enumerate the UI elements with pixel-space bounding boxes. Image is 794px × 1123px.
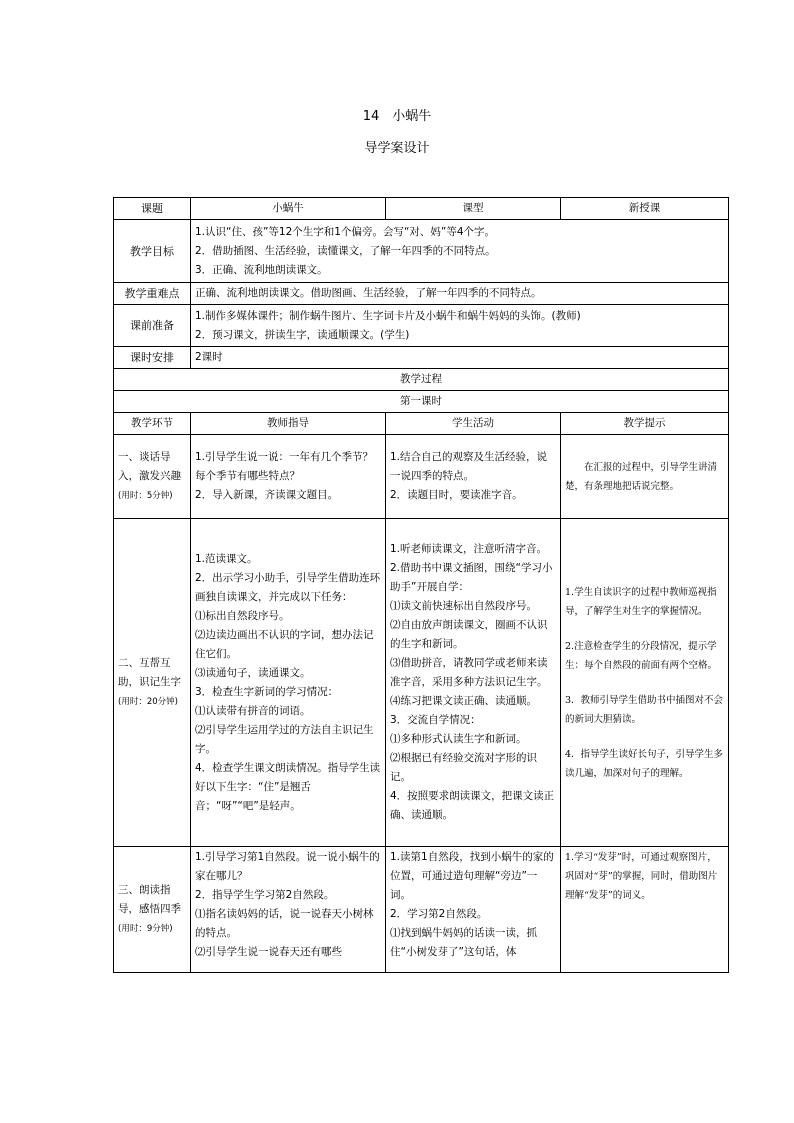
teacher-item: ⑴指名读妈妈的话，说一说春天小树林的特点。 (195, 908, 374, 939)
prep-item: 1.制作多媒体课件；制作蜗牛图片、生字词卡片及小蜗牛和蜗牛妈妈的头饰。(教师) (195, 309, 581, 322)
stage-cell (114, 847, 191, 973)
stage-name: 三、朗读指导，感悟四季 (118, 883, 181, 915)
student-item: 1.读第1自然段，找到小蜗牛的家的位置，可通过造句理解“旁边”一词。 (390, 851, 554, 901)
student-item: 4．按照要求朗读课文，把课文读正确、读通顺。 (390, 790, 555, 821)
column-header: 教师指导 (191, 413, 386, 435)
time-label: 课时安排 (114, 347, 191, 369)
student-item: 2.借助书中课文插图，围绕“学习小助手”开展自学： (390, 562, 553, 593)
student-item: ⑷练习把课文读正确、读通顺。 (390, 695, 537, 707)
student-cell (386, 435, 561, 519)
table-header-row (114, 413, 729, 435)
stage-time: (用时：5分钟) (118, 490, 173, 501)
tip-item: 4．指导学生读好长句子，引导学生多读几遍，加深对句子的理解。 (565, 748, 724, 779)
stage-name: 二、互帮互助，识记生字 (118, 656, 181, 688)
stage-cell (114, 519, 191, 847)
student-item: ⑴多种形式认读生字和新词。 (390, 733, 527, 745)
tip-item: 1.学生自读识字的过程中教师巡视指导，了解学生对生字的掌握情况。 (565, 586, 717, 617)
student-item: 2．学习第2自然段。 (390, 908, 488, 920)
goals-cell (191, 220, 729, 283)
column-header: 教学提示 (561, 413, 729, 435)
student-item: 1.听老师读课文，注意听清字音。 (390, 543, 548, 555)
topic-value: 小蜗牛 (191, 198, 386, 220)
table-row (114, 519, 729, 847)
student-item: ⑵根据已有经验交流对字形的识记。 (390, 752, 537, 783)
tip-item: 1.学习“发芽”时，可通过观察图片，巩固对“芽”的掌握，同时，借助图片理解“发芽”的词义。 (565, 852, 718, 901)
time-value: 2课时 (191, 347, 729, 369)
table-row (114, 435, 729, 519)
teacher-item: 2．指导学生学习第2自然段。 (195, 889, 335, 901)
row-lesson (114, 391, 729, 413)
lesson-heading: 第一课时 (114, 391, 729, 413)
teacher-item: 1.范读课文。 (195, 552, 258, 565)
column-header: 教学环节 (114, 413, 191, 435)
student-item: 2．读题目时，要读准字音。 (390, 489, 523, 501)
student-item: ⑶借助拼音，请教同学或老师来读准字音，采用多种方法识记生字。 (390, 657, 548, 688)
stage-time: (用时：9分钟) (118, 923, 173, 934)
teacher-item: 2．出示学习小助手，引导学生借助连环画独自读课文，并完成以下任务： (195, 571, 381, 603)
tips-cell (561, 519, 729, 847)
teacher-item: 4．检查学生课文朗读情况。指导学生读好以下生字：“住”是翘舌音；“呀”“吧”是轻声。 (195, 761, 381, 812)
table-row (114, 847, 729, 973)
prep-item: 2．预习课文，拼读生字，读通顺课文。(学生) (195, 328, 410, 341)
teacher-item: ⑶读通句子，读通课文。 (195, 666, 311, 679)
page-subtitle: 导学案设计 (364, 141, 430, 156)
student-item: 1.结合自己的观察及生活经验，说一说四季的特点。 (390, 451, 548, 482)
row-goals (114, 220, 729, 283)
prep-cell (191, 305, 729, 347)
teacher-item: ⑴认读带有拼音的词语。 (195, 704, 311, 717)
stage-time: (用时：20分钟) (118, 696, 178, 707)
row-time (114, 347, 729, 369)
teacher-cell (191, 519, 386, 847)
key-label: 教学重难点 (114, 283, 191, 305)
teacher-item: ⑴标出自然段序号。 (195, 609, 290, 622)
tip-item: 3．教师引导学生借助书中插图对不会的新词大胆猜读。 (565, 694, 724, 725)
tip-item: 2.注意检查学生的分段情况，提示学生：每个自然段的前面有两个空格。 (565, 640, 718, 671)
key-value: 正确、流利地朗读课文。借助图画、生活经验，了解一年四季的不同特点。 (191, 283, 729, 305)
teacher-cell (191, 847, 386, 973)
column-header: 学生活动 (386, 413, 561, 435)
teacher-item: 1.引导学生说一说：一年有几个季节？每个季节有哪些特点？ (195, 451, 374, 482)
student-item: ⑵自由放声朗读课文，圈画不认识的生字和新词。 (390, 619, 548, 650)
type-value: 新授课 (561, 198, 729, 220)
row-key-points (114, 283, 729, 305)
goal-item: 2．借助插图、生活经验，读懂课文，了解一年四季的不同特点。 (195, 244, 496, 257)
tips-cell (561, 847, 729, 973)
tip-item: 在汇报的过程中，引导学生讲清楚，有条理地把话说完整。 (565, 461, 718, 492)
type-label: 课型 (386, 198, 561, 220)
page-title: 14 小蜗牛 (362, 109, 432, 124)
teacher-item: ⑵引导学生说一说春天还有哪些 (195, 946, 342, 958)
student-cell (386, 847, 561, 973)
process-heading: 教学过程 (114, 369, 729, 391)
row-process (114, 369, 729, 391)
student-item: ⑴找到蜗牛妈妈的话读一读，抓住“小树发芽了”这句话，体 (390, 927, 537, 958)
teacher-cell (191, 435, 386, 519)
lesson-plan-table (113, 197, 729, 973)
teacher-item: ⑵边读边画出不认识的字词，想办法记住它们。 (195, 628, 374, 660)
row-preparation (114, 305, 729, 347)
topic-label: 课题 (114, 198, 191, 220)
goals-label: 教学目标 (114, 220, 191, 283)
prep-label: 课前准备 (114, 305, 191, 347)
teacher-item: 1.引导学习第1自然段。说一说小蜗牛的家在哪儿？ (195, 851, 380, 882)
teacher-item: 3．检查生字新词的学习情况： (195, 685, 339, 698)
student-item: 3．交流自学情况： (390, 714, 481, 726)
tips-cell (561, 435, 729, 519)
student-cell (386, 519, 561, 847)
goal-item: 3．正确、流利地朗读课文。 (195, 263, 328, 276)
teacher-item: 2．导入新课，齐读课文题目。 (195, 489, 339, 501)
stage-cell (114, 435, 191, 519)
stage-name: 一、谈话导入，激发兴趣 (118, 450, 181, 482)
teacher-item: ⑵引导学生运用学过的方法自主识记生字。 (195, 723, 374, 755)
goal-item: 1.认识“住、孩”等12个生字和1个偏旁。会写“对、妈”等4个字。 (195, 225, 495, 238)
student-item: ⑴读文前快速标出自然段序号。 (390, 600, 537, 612)
row-topic (114, 198, 729, 220)
